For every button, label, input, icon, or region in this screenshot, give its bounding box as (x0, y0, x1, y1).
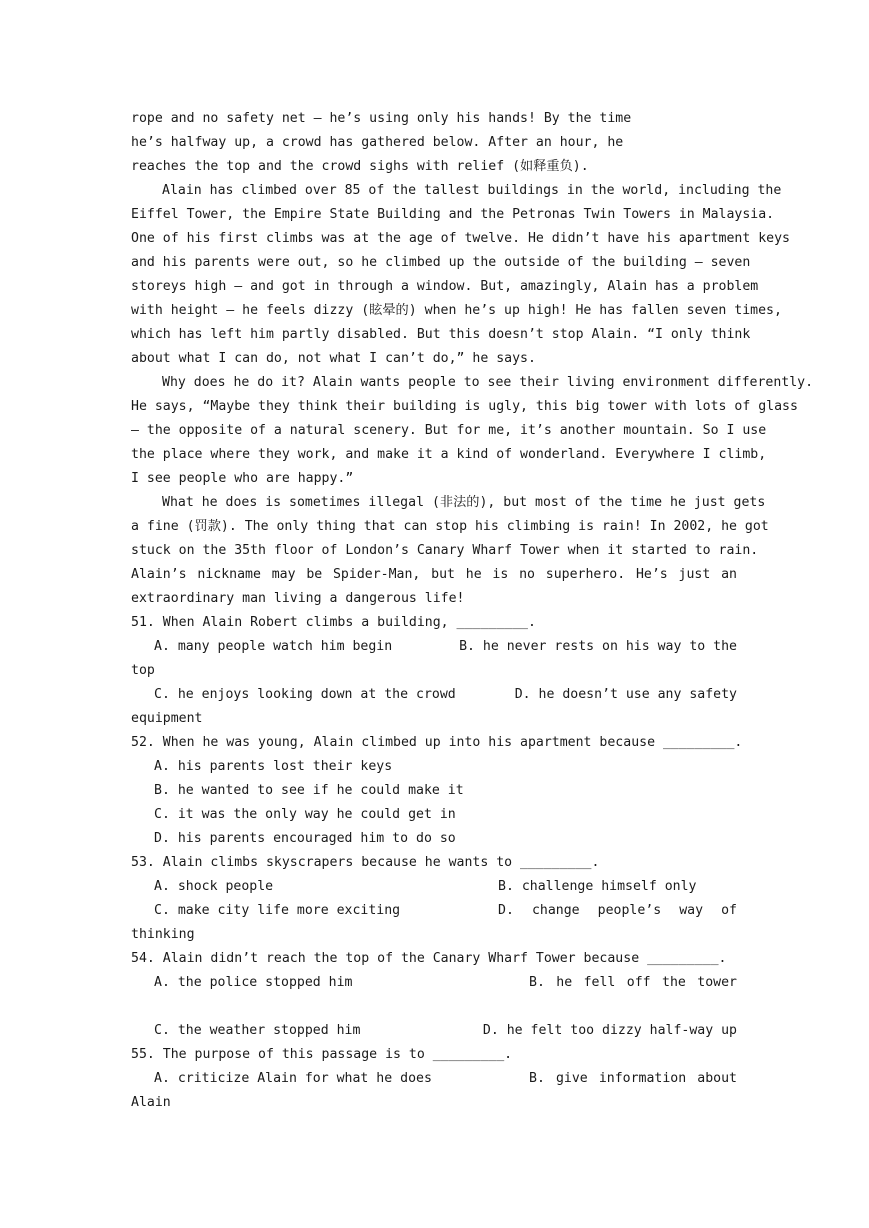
option-a: A. his parents lost their keys (154, 759, 393, 774)
passage-line: he’s halfway up, a crowd has gathered below. After an hour, he (131, 135, 624, 150)
passage-line: extraordinary man living a dangerous life! (131, 591, 465, 606)
option-a: A. criticize Alain for what he does (154, 1071, 432, 1086)
passage-line: — the opposite of a natural scenery. But for me, it’s another mountain. So I use (131, 423, 767, 438)
option-a: A. the police stopped him (154, 975, 353, 990)
option-d-continued: equipment (131, 711, 203, 726)
option-b: B. he wanted to see if he could make it (154, 783, 464, 798)
passage-line: which has left him partly disabled. But this doesn’t stop Alain. “I only think (131, 327, 751, 342)
passage-line: reaches the top and the crowd sighs with relief (如释重负). (131, 159, 589, 174)
option-d-continued: thinking (131, 927, 195, 942)
option-b: B. he fell off the tower (529, 975, 737, 990)
passage-line: Alain has climbed over 85 of the tallest buildings in the world, including the (162, 183, 782, 198)
passage-line: with height — he feels dizzy (眩晕的) when he’s up high! He has fallen seven times, (131, 303, 782, 318)
option-b-continued: Alain (131, 1095, 171, 1110)
passage-line: rope and no safety net — he’s using only his hands! By the time (131, 111, 632, 126)
passage-line: storeys high — and got in through a window. But, amazingly, Alain has a problem (131, 279, 759, 294)
passage-line: What he does is sometimes illegal (非法的), but most of the time he just gets (162, 495, 766, 510)
option-c: C. it was the only way he could get in (154, 807, 456, 822)
passage-line: One of his first climbs was at the age of twelve. He didn’t have his apartment keys (131, 231, 790, 246)
question-stem: 55. The purpose of this passage is to _________. (131, 1047, 513, 1062)
passage-line: the place where they work, and make it a kind of wonderland. Everywhere I climb, (131, 447, 767, 462)
option-d: D. he doesn’t use any safety (514, 687, 737, 702)
option-b: B. he never rests on his way to the (459, 639, 737, 654)
question-stem: 51. When Alain Robert climbs a building, _________. (131, 615, 536, 630)
option-d: D. his parents encouraged him to do so (154, 831, 456, 846)
option-b: B. give information about (529, 1071, 737, 1086)
passage-line: He says, “Maybe they think their building is ugly, this big tower with lots of glass (131, 399, 798, 414)
passage-line: Alain’s nickname may be Spider-Man, but he is no superhero. He’s just an (131, 567, 737, 582)
passage-line: about what I can do, not what I can’t do,” he says. (131, 351, 536, 366)
option-b-continued: top (131, 663, 155, 678)
question-stem: 53. Alain climbs skyscrapers because he wants to _________. (131, 855, 600, 870)
option-d: D. he felt too dizzy half-way up (482, 1023, 737, 1038)
passage-line: and his parents were out, so he climbed up the outside of the building — seven (131, 255, 751, 270)
passage-line: Eiffel Tower, the Empire State Building and the Petronas Twin Towers in Malaysia. (131, 207, 775, 222)
passage-line: stuck on the 35th floor of London’s Canary Wharf Tower when it started to rain. (131, 543, 759, 558)
passage-line: a fine (罚款). The only thing that can stop his climbing is rain! In 2002, he got (131, 519, 769, 534)
option-d: D. change people’s way of (498, 903, 737, 918)
option-c: C. he enjoys looking down at the crowd (154, 687, 456, 702)
option-c: C. make city life more exciting (154, 903, 401, 918)
passage-line: Why does he do it? Alain wants people to see their living environment differently. (162, 375, 814, 390)
option-c: C. the weather stopped him (154, 1023, 361, 1038)
question-stem: 54. Alain didn’t reach the top of the Canary Wharf Tower because _________. (131, 951, 727, 966)
option-a: A. shock people (154, 879, 274, 894)
option-b: B. challenge himself only (498, 879, 697, 894)
option-a: A. many people watch him begin (154, 639, 393, 654)
passage-line: I see people who are happy.” (131, 471, 354, 486)
question-stem: 52. When he was young, Alain climbed up into his apartment because _________. (131, 735, 743, 750)
